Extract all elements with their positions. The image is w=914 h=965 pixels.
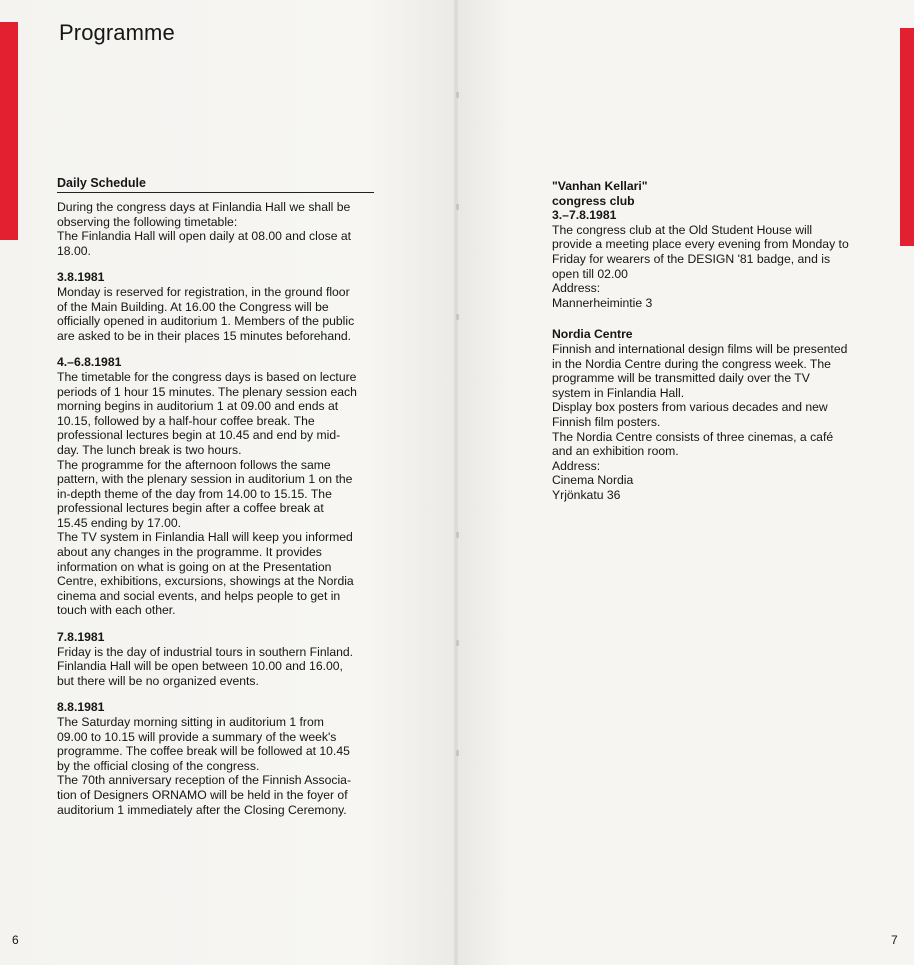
text-line: open till 02.00 [552,266,628,281]
text-line: Address: [552,458,601,473]
daily-schedule-heading: Daily Schedule [57,176,374,193]
right-column [552,179,870,502]
text-line: Address: [552,281,601,296]
book-gutter [454,0,458,965]
text-line: provide a meeting place every evening from Monday to [552,237,849,252]
red-section-tab-left [0,22,18,240]
text-line: Friday is the day of industrial tours in southern Finland. [57,644,354,659]
text-line: The congress club at the Old Student House will [552,222,813,237]
text-line: Display box posters from various decades and new [552,400,828,415]
club-dates: 3.–7.8.1981 [552,208,617,223]
text-line: professional lectures begin at 10.45 and end by mid- [57,428,341,443]
nordia-centre-section [552,327,870,502]
page-title: Programme [59,20,175,45]
text-line: in the Nordia Centre during the congress week. The [552,356,831,371]
text-line: periods of 1 hour 15 minutes. The plenary session each [57,384,357,399]
page-number-left: 6 [12,933,19,947]
entry-date: 3.8.1981 [57,270,105,285]
text-line: The Finlandia Hall will open daily at 08.00 and close at [57,229,352,244]
schedule-entry-4-6-8 [57,355,377,618]
text-line: The 70th anniversary reception of the Finnish Associa- [57,773,352,788]
text-line: During the congress days at Finlandia Hall we shall be [57,200,351,214]
text-line: day. The lunch break is two hours. [57,442,242,457]
text-line: Monday is reserved for registration, in the ground floor [57,284,350,299]
binding-stitch [456,92,459,98]
text-line: 18.00. [57,243,91,258]
binding-stitch [456,314,459,320]
schedule-entry-7-8 [57,630,377,688]
binding-stitch [456,750,459,756]
text-line: Finlandia Hall will be open between 10.00 and 16.00, [57,659,343,674]
intro-paragraph [57,200,377,258]
nordia-heading: Nordia Centre [552,327,633,342]
text-line: of the Main Building. At 16.00 the Congress will be [57,299,329,314]
text-line: cinema and social events, and helps people to get in [57,588,341,603]
text-line: observing the following timetable: [57,214,238,229]
binding-stitch [456,532,459,538]
text-line: Friday for wearers of the DESIGN '81 badge, and is [552,251,831,266]
text-line: in-depth theme of the day from 14.00 to 15.15. The [57,486,332,501]
text-line: 09.00 to 10.15 will provide a summary of the week's [57,729,337,744]
entry-date: 4.–6.8.1981 [57,355,122,370]
text-line: Centre, exhibitions, excursions, showings at the Nordia [57,574,354,589]
text-line: programme. The coffee break will be followed at 10.45 [57,744,350,759]
congress-club-section [552,179,870,310]
schedule-entry-8-8 [57,700,377,817]
text-line: The TV system in Finlandia Hall will keep you informed [57,530,353,545]
binding-stitch [456,640,459,646]
text-line: The Nordia Centre consists of three cinemas, a café [552,429,834,444]
binding-stitch [456,204,459,210]
text-line: Cinema Nordia [552,473,634,488]
text-line: Yrjönkatu 36 [552,487,621,502]
text-line: The programme for the afternoon follows the same [57,457,331,472]
text-line: auditorium 1 immediately after the Closing Ceremony. [57,802,347,817]
entry-date: 7.8.1981 [57,630,105,645]
text-line: pattern, with the plenary session in auditorium 1 on the [57,472,353,487]
text-line: are asked to be in their places 15 minutes beforehand. [57,328,352,343]
entry-date: 8.8.1981 [57,700,105,715]
club-heading: "Vanhan Kellari" [552,179,648,193]
text-line: The timetable for the congress days is based on lecture [57,369,357,384]
text-line: programme will be transmitted daily over the TV [552,371,810,386]
text-line: about any changes in the programme. It provides [57,545,322,560]
schedule-entry-3-8 [57,270,377,343]
page-number-right: 7 [891,933,898,947]
text-line: 10.15, followed by a half-hour coffee break. The [57,413,315,428]
club-heading: congress club [552,193,635,208]
text-line: Finnish film posters. [552,414,661,429]
text-line: by the official closing of the congress. [57,758,260,773]
text-line: 15.45 ending by 17.00. [57,515,182,530]
text-line: information on what is going on at the Presentation [57,559,332,574]
text-line: professional lectures begin after a coffee break at [57,501,324,516]
text-line: morning begins in auditorium 1 at 09.00 and ends at [57,399,339,414]
left-column [57,200,377,817]
text-line: touch with each other. [57,603,176,618]
text-line: Finnish and international design films will be presented [552,341,848,356]
text-line: officially opened in auditorium 1. Members of the public [57,314,355,329]
text-line: tion of Designers ORNAMO will be held in the foyer of [57,787,348,802]
text-line: but there will be no organized events. [57,673,259,688]
red-section-tab-right [900,28,914,246]
text-line: The Saturday morning sitting in auditorium 1 from [57,715,324,729]
text-line: system in Finlandia Hall. [552,385,685,400]
text-line: and an exhibition room. [552,444,679,459]
text-line: Mannerheimintie 3 [552,295,653,310]
